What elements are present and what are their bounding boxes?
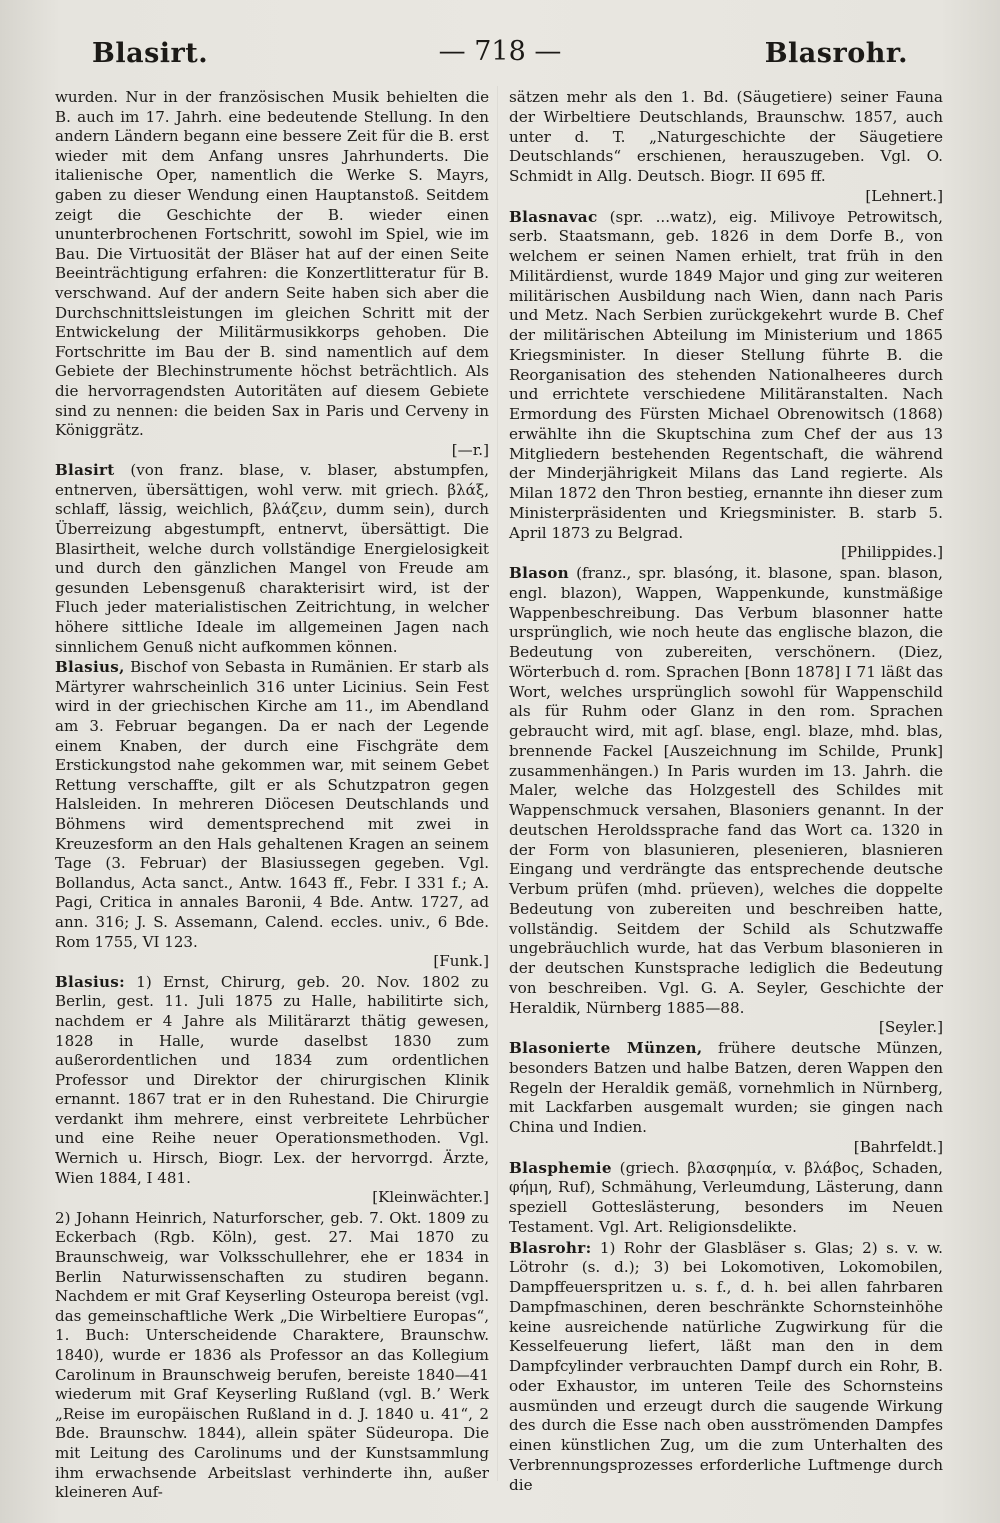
page-number: — 718 — bbox=[438, 36, 562, 67]
author-signature: [Seyler.] bbox=[878, 1018, 943, 1037]
entry-lemma: Blasonierte Münzen, bbox=[509, 1039, 703, 1057]
author-signature: [Lehnert.] bbox=[865, 186, 943, 205]
entry-text: 1) Ernst, Chirurg, geb. 20. Nov. 1802 zu Berlin, gest. 11. Juli 1875 zu Halle, habilitirte sich, nachdem er 4 Jahre als Militärarzt thätig gewesen, 1828 in Halle, wurde daselbst 1830 zum außerordentlichen und 1834 zum ordentlichen Professor und Direktor der chirurgischen Klinik ernannt. 1867 trat er in den Ruhestand. Die Chirurgie verdankt ihm mehrere, einst verbreitete Lehrbücher und eine Reihe neuer Operationsmethoden. Vgl. Wernich u. Hirsch, Biogr. Lex. der hervorrgd. Ärzte, Wien 1884, I 481. bbox=[55, 972, 489, 1187]
entry-blason bbox=[509, 564, 943, 1038]
author-signature: [Bahrfeldt.] bbox=[853, 1137, 943, 1156]
left-column bbox=[55, 88, 489, 1503]
right-running-headword: Blasrohr. bbox=[764, 38, 908, 69]
entry-lemma: Blason bbox=[509, 564, 569, 582]
entry-blasius-bishop bbox=[55, 658, 489, 972]
entry-text: (griech. βλασφημία, v. βλάβος, Schaden, φήμη, Ruf), Schmähung, Verleumdung, Lästerung, dann speziell Gotteslästerung, besonders im Neuen Testament. Vgl. Art. Religionsdelikte. bbox=[509, 1158, 943, 1236]
entry-lemma: Blasrohr: bbox=[509, 1238, 592, 1257]
author-signature: [Funk.] bbox=[433, 952, 489, 971]
paragraph-text: wurden. Nur in der französischen Musik behielten die B. auch im 17. Jahrh. eine bedeutende Stellung. In den andern Ländern begann eine bessere Zeit für die B. erst wieder mit dem Anfang unsres Jahrhunderts. Die italienische Oper, namentlich die Werke S. Mayrs, gaben zu dieser Wendung einen Hauptanstoß. Seitdem zeigt die Geschichte der B. wieder einen ununterbrochenen Fortschritt, sowohl im Spiel, wie im Bau. Die Virtuosität der Bläser hat auf der einen Seite Beeinträchtigung erfahren: die Konzertlitteratur für B. verschwand. Auf der andern Seite haben sich aber die Durchschnittsleistungen im gleichen Schritt mit der Entwickelung der Militärmusikkorps gehoben. Die Fortschritte im Bau der B. sind namentlich auf dem Gebiete der Blechinstrumente höchst beträchtlich. Als die hervorragendsten Autoritäten auf diesem Gebiete sind zu nennen: die beiden Sax in Paris und Cerveny in Königgrätz. bbox=[55, 88, 489, 440]
entry-text: Bischof von Sebasta in Rumänien. Er starb als Märtyrer wahrscheinlich 316 unter Licinius. Sein Fest wird in der griechischen Kirche am 11., im Abendland am 3. Februar begangen. Da er nach der Legende einem Knaben, der durch eine Fischgräte dem Erstickungstod nahe gekommen war, mit seinem Gebet Rettung verschaffte, gilt er als Schutzpatron gegen Halsleiden. In mehreren Diöcesen Deutschlands und Böhmens wird dementsprechend mit zwei in Kreuzesform an den Hals gehaltenen Kragen an seinem Tage (3. Februar) der Blasiussegen gegeben. Vgl. Bollandus, Acta sanct., Antw. 1643 ff., Febr. I 331 f.; A. Pagi, Critica in annales Baronii, 4 Bde. Antw. 1727, ad ann. 316; J. S. Assemann, Calend. eccles. univ., 6 Bde. Rom 1755, VI 123. bbox=[55, 658, 489, 951]
entry-text: (von franz. blase, v. blaser, abstumpfen, entnerven, übersättigen, wohl verw. mit griech. βλάξ, schlaff, lässig, weichlich, βλάζειν, dumm sein), durch Überreizung abgestumpft, entnervt, übersättigt. Die Blasirtheit, welche durch vollständige Energielosigkeit und durch den gänzlichen Mangel von Freude am gesunden Lebensgenuß charakterisirt wird, ist der Fluch jeder materialistischen Zeitrichtung, in welcher höhere sittliche Ideale im allgemeinen Jagen nach sinnlichem Genuß nicht aufkommen können. bbox=[55, 461, 489, 656]
entry-lemma: Blasius, bbox=[55, 658, 125, 677]
left-running-headword: Blasirt. bbox=[92, 38, 209, 69]
continued-paragraph bbox=[509, 88, 943, 207]
entry-lemma: Blasirt bbox=[55, 461, 115, 480]
entry-text: (spr. ...watz), eig. Milivoye Petrowitsch, serb. Staatsmann, geb. 1826 in dem Dorfe B., von welchem er seinen Namen erhielt, trat früh in den Militärdienst, wurde 1849 Major und ging zur weiteren militärischen Ausbildung nach Wien, dann nach Paris und Metz. Nach Serbien zurückgekehrt wurde B. Chef der militärischen Abteilung im Ministerium und 1865 Kriegsminister. In dieser Stellung führte B. die Reorganisation des stehenden Nationalheeres durch und errichtete verschiedene Militäranstalten. Nach Ermordung des Fürsten Michael Obrenowitsch (1868) erwählte ihn die Skuptschina zum Chef der aus 13 Mitgliedern bestehenden Regentschaft, die während der Minderjährigkeit Milans das Land regierte. Als Milan 1872 den Thron bestieg, ernannte ihn dieser zum Ministerpräsidenten und Kriegsminister. B. starb 5. April 1873 zu Belgrad. bbox=[509, 207, 943, 542]
entry-lemma: Blasius: bbox=[55, 972, 125, 991]
entry-blasius-johann-heinrich bbox=[55, 1209, 489, 1503]
entry-blasrohr bbox=[509, 1239, 943, 1496]
author-signature: [Kleinwächter.] bbox=[372, 1188, 489, 1207]
entry-text: 2) Johann Heinrich, Naturforscher, geb. 7. Okt. 1809 zu Eckerbach (Rgb. Köln), gest. 27. Mai 1870 zu Braunschweig, war Volksschullehrer, ehe er 1834 in Berlin Naturwissenschaften zu studiren begann. Nachdem er mit Graf Keyserling Osteuropa bereist (vgl. das gemeinschaftliche Werk „Die Wirbeltiere Europas“, 1. Buch: Unterscheidende Charaktere, Braunschw. 1840), wurde er 1836 als Professor an das Kollegium Carolinum in Braunschweig berufen, bereiste 1840—41 wiederum mit Graf Keyserling Rußland (vgl. B.’ Werk „Reise im europäischen Rußland in d. J. 1840 u. 41“, 2 Bde. Braunschw. 1844), allein später Südeuropa. Die mit Leitung des Carolinums und der Kunstsammlung ihm erwachsende Arbeitslast verhinderte ihn, außer kleineren Auf- bbox=[55, 1208, 489, 1502]
entry-lemma: Blasnavac bbox=[509, 207, 598, 226]
paragraph-text: sätzen mehr als den 1. Bd. (Säugetiere) seiner Fauna der Wirbeltiere Deutschlands, Braunschw. 1857, auch unter d. T. „Naturgeschichte der Säugetiere Deutschlands“ erschienen, herauszugeben. Vgl. O. Schmidt in Allg. Deutsch. Biogr. II 695 ff. bbox=[509, 88, 943, 185]
entry-blasphemie bbox=[509, 1159, 943, 1238]
running-header bbox=[0, 30, 1000, 80]
entry-text: 1) Rohr der Glasbläser s. Glas; 2) s. v. w. Lötrohr (s. d.); 3) bei Lokomotiven, Lokomobilen, Dampffeuerspritzen u. s. f., d. h. bei allen fahrbaren Dampfmaschinen, deren beschränkte Schornsteinhöhe keine ausreichende natürliche Zugwirkung für die Kesselfeuerung liefert, läßt man den in dem Dampfcylinder verbrauchten Dampf durch ein Rohr, B. oder Exhaustor, im unteren Teile des Schornsteins ausmünden und erzeugt durch die saugende Wirkung des durch die Esse nach oben ausströmenden Dampfes einen künstlichen Zug, um die zum Unterhalten des Verbrennungsprozesses erforderliche Luftmenge durch die bbox=[509, 1238, 943, 1494]
entry-lemma: Blasphemie bbox=[509, 1158, 612, 1177]
continued-paragraph bbox=[55, 88, 489, 460]
entry-blasonierte-muenzen bbox=[509, 1039, 943, 1158]
entry-blaznavac bbox=[509, 208, 943, 564]
author-signature: [—r.] bbox=[451, 440, 489, 459]
entry-blasirt bbox=[55, 461, 489, 657]
entry-blasius-persons bbox=[55, 973, 489, 1208]
right-column bbox=[509, 88, 943, 1495]
column-gutter bbox=[497, 86, 498, 1481]
entry-text: (franz., spr. blasóng, it. blasone, span. blason, engl. blazon), Wappen, Wappenkunde, kunstmäßige Wappenbeschreibung. Das Verbum blasonner hatte ursprünglich, wie noch heute das englische blazon, die Bedeutung von zubereiten, verschönern. (Diez, Wörterbuch d. rom. Sprachen [Bonn 1878] I 71 läßt das Wort, welches ursprünglich sowohl für Wappenschild als für Ruhm oder Glanz in den rom. Sprachen gebraucht wird, mit agſ. blase, engl. blaze, mhd. blas, brennende Fackel [Auszeichnung im Schilde, Prunk] zusammenhängen.) In Paris wurden im 13. Jahrh. die Maler, welche das Holzgestell des Schildes mit Wappenschmuck versahen, Blasoniers genannt. In der deutschen Heroldssprache fand das Wort ca. 1320 in der Form von blasunieren, plesenieren, blasnieren Eingang und verdrängte das entsprechende deutsche Verbum prüfen (mhd. prüeven), welches die doppelte Bedeutung von zubereiten und beschreiben hatte, vollständig. Seitdem der Schild als Schutzwaffe ungebräuchlich wurde, hat das Verbum blasonieren in der deutschen Kunstsprache lediglich die Bedeutung von beschreiben. Vgl. G. A. Seyler, Geschichte der Heraldik, Nürnberg 1885—88. bbox=[509, 564, 944, 1017]
author-signature: [Philippides.] bbox=[840, 543, 943, 562]
entry-text: frühere deutsche Münzen, besonders Batzen und halbe Batzen, deren Wappen den Regeln der Heraldik gemäß, vornehmlich in Nürnberg, mit Lackfarben ausgemalt wurden; sie gingen nach China und Indien. bbox=[509, 1039, 944, 1136]
